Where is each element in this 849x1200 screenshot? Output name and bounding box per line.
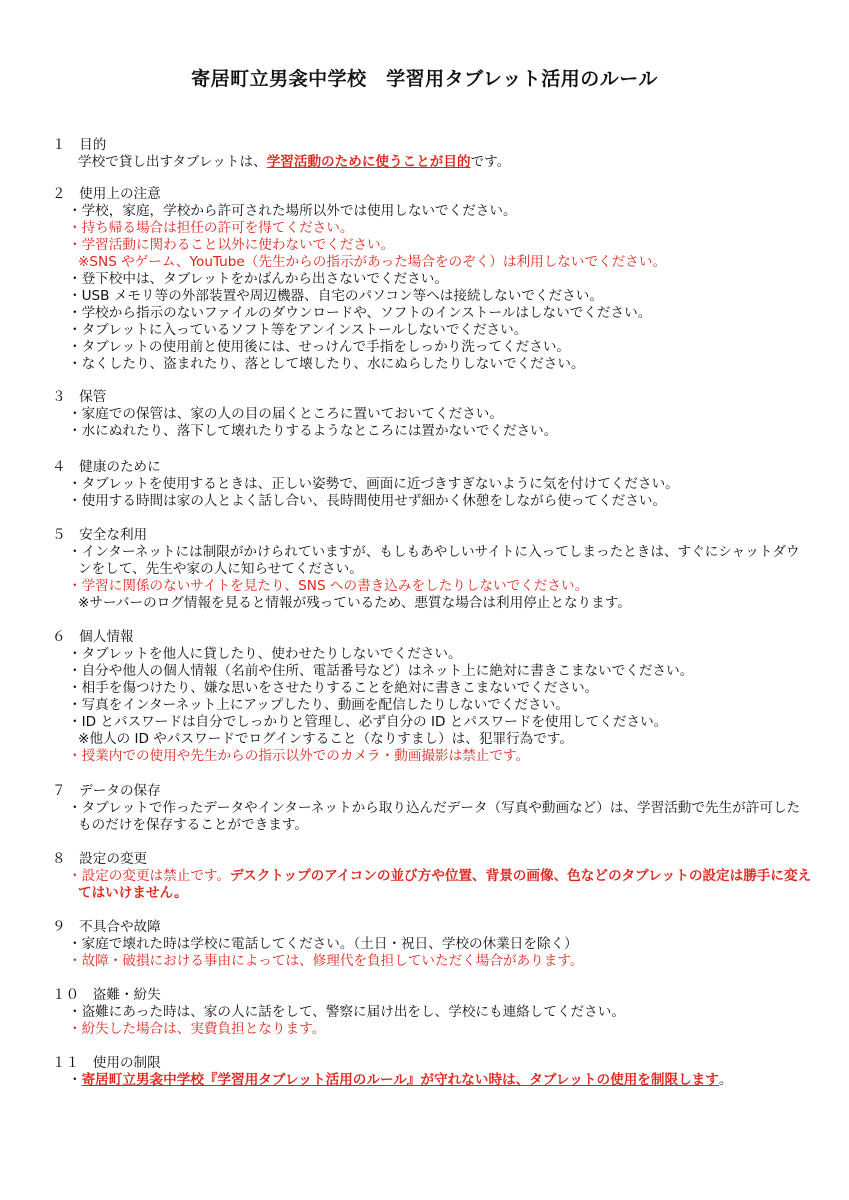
rule-item: ・家庭で壊れた時は学校に電話してください。（土日・祝日、学校の休業日を除く） <box>68 936 578 952</box>
rule-item: ・タブレットで作ったデータやインターネットから取り込んだデータ（写真や動画など）は、学習活動で先生が許可したものだけを保存することができます。 <box>68 800 801 833</box>
section-heading: ４ 健康のために <box>52 459 161 475</box>
rule-item: ・授業内での使用や先生からの指示以外でのカメラ・動画撮影は禁止です。 <box>68 748 530 764</box>
section-6 <box>52 629 812 765</box>
section-heading: ６ 個人情報 <box>52 629 134 645</box>
rule-item: ・タブレットを使用するときは、正しい姿勢で、画面に近づきすぎないように気を付けてください。 <box>68 476 679 492</box>
text-segment: 。 <box>718 1072 733 1088</box>
rule-item: ・タブレットに入っているソフト等をアンインストールしないでください。 <box>68 322 528 338</box>
section-3 <box>52 389 812 440</box>
text-segment: デスクトップのアイコンの並び方や位置、背景の画像、色などのタブレットの設定は勝手に変えてはいけません。 <box>78 868 812 901</box>
text-line <box>52 154 812 171</box>
section-heading: １０ 盗難・紛失 <box>52 987 161 1003</box>
section-1 <box>52 137 812 171</box>
section-10 <box>52 987 812 1038</box>
rule-item: ・持ち帰る場合は担任の許可を得てください。 <box>68 220 354 236</box>
emphasis-text: 寄居町立男衾中学校『学習用タブレット活用のルール』が守れない時は、タブレットの使用を制限します <box>81 1072 719 1088</box>
section-9 <box>52 919 812 970</box>
note-line: ※サーバーのログ情報を見ると情報が残っているため、悪質な場合は利用停止となります。 <box>78 595 631 611</box>
section-heading: １ 目的 <box>52 137 107 153</box>
rule-item: ・故障・破損における事由によっては、修理代を負担していただく場合があります。 <box>68 953 584 969</box>
rule-item <box>52 1072 812 1089</box>
section-heading: ７ データの保存 <box>52 783 161 799</box>
rule-item: ・学習に関係のないサイトを見たり、SNS への書き込みをしたりしないでください。 <box>68 578 589 594</box>
section-8 <box>52 851 812 902</box>
rule-item: ・学校，家庭，学校から許可された場所以外では使用しないでください。 <box>68 203 517 219</box>
rule-item: ・写真をインターネット上にアップしたり、動画を配信したりしないでください。 <box>68 697 569 713</box>
emphasis-text: 学習活動のために使うことが目的 <box>266 154 471 170</box>
rule-item: ・USB メモリ等の外部装置や周辺機器、自宅のパソコン等へは接続しないでください。 <box>68 288 603 304</box>
document-title: 寄居町立男衾中学校 学習用タブレット活用のルール <box>191 68 658 90</box>
rule-item: ・相手を傷つけたり、嫌な思いをさせたりすることを絶対に書きこまないでください。 <box>68 680 599 696</box>
text-segment: ・設定の変更は禁止です。 <box>68 868 231 884</box>
section-heading: ５ 安全な利用 <box>52 527 148 543</box>
rule-item: ・学校から指示のないファイルのダウンロードや、ソフトのインストールはしないでください。 <box>68 305 652 321</box>
rule-item <box>52 868 812 902</box>
section-7 <box>52 783 812 834</box>
rule-item: ・使用する時間は家の人とよく話し合い、長時間使用せず細かく休憩をしながら使ってください。 <box>68 493 667 509</box>
section-heading: １１ 使用の制限 <box>52 1055 161 1071</box>
rule-item: ・紛失した場合は、実費負担となります。 <box>68 1021 326 1037</box>
text-segment: です。 <box>470 154 511 170</box>
note-line: ※SNS やゲーム、YouTube（先生からの指示があった場合をのぞく）は利用しないでください。 <box>78 254 667 270</box>
rule-item: ・タブレットの使用前と使用後には、せっけんで手指をしっかり洗ってください。 <box>68 339 571 355</box>
section-heading: ８ 設定の変更 <box>52 851 148 867</box>
text-segment: 学校で貸し出すタブレットは、 <box>78 154 267 170</box>
section-2 <box>52 186 812 373</box>
section-heading: ２ 使用上の注意 <box>52 186 161 202</box>
note-line: ※他人の ID やパスワードでログインすること（なりすまし）は、犯罪行為です。 <box>78 731 573 747</box>
rule-item: ・登下校中は、タブレットをかばんから出さないでください。 <box>68 271 448 287</box>
section-11 <box>52 1055 812 1089</box>
rule-item: ・自分や他人の個人情報（名前や住所、電話番号など）はネット上に絶対に書きこまないでください。 <box>68 663 694 679</box>
rule-item: ・家庭での保管は、家の人の目の届くところに置いておいてください。 <box>68 406 503 422</box>
rule-item: ・学習活動に関わること以外に使わないでください。 <box>68 237 395 253</box>
rule-item: ・インターネットには制限がかけられていますが、もしもあやしいサイトに入ってしまったときは、すぐにシャットダウンをして、先生や家の人に知らせてください。 <box>68 544 800 577</box>
section-5 <box>52 527 812 612</box>
text-segment: ・ <box>68 1072 82 1088</box>
rule-item: ・水にぬれたり、落下して壊れたりするようなところには置かないでください。 <box>68 423 558 439</box>
rule-item: ・なくしたり、盗まれたり、落として壊したり、水にぬらしたりしないでください。 <box>68 356 585 372</box>
rule-item: ・タブレットを他人に貸したり、使わせたりしないでください。 <box>68 646 462 662</box>
rule-item: ・盗難にあった時は、家の人に話をして、警察に届け出をし、学校にも連絡してください。 <box>68 1004 625 1020</box>
rule-item: ・ID とパスワードは自分でしっかりと管理し、必ず自分の ID とパスワードを使用してください。 <box>68 714 668 730</box>
section-heading: ９ 不具合や故障 <box>52 919 161 935</box>
section-heading: ３ 保管 <box>52 389 107 405</box>
section-4 <box>52 459 812 510</box>
